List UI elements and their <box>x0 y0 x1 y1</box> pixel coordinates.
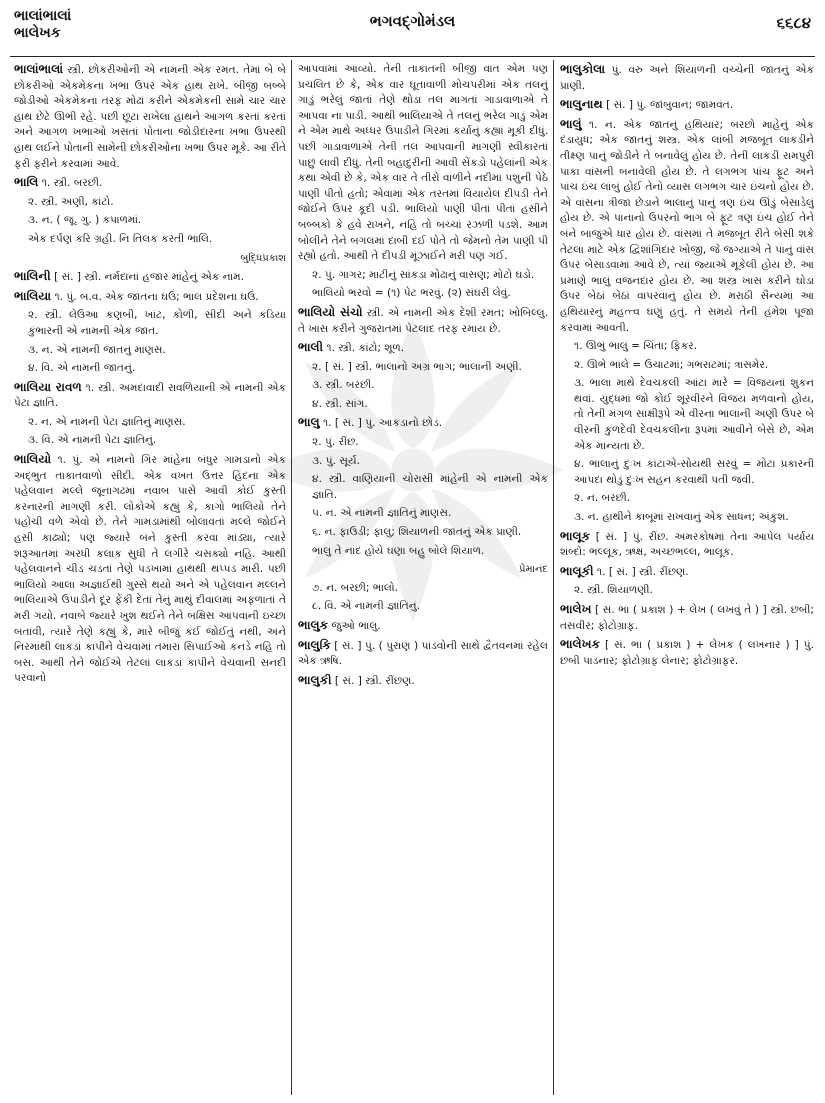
entry-sense <box>298 268 548 284</box>
quote-attribution: પ્રેમાનંદ <box>518 564 548 576</box>
entry-text: ૨. સ્ત્રી. અણી, કાંટો. <box>28 195 114 208</box>
entry-text: ૮. વિ. એ નામની જ્ઞાતિનું. <box>312 600 421 613</box>
entry-headword: ભાલેખક <box>560 637 600 652</box>
entry-text: ૧. સ્ત્રી. કાંટો; શૂળ. <box>323 342 405 355</box>
entry-sense <box>298 378 548 394</box>
entry-sense <box>560 376 814 454</box>
entry-sense <box>560 510 814 526</box>
dictionary-entry <box>298 340 548 357</box>
entry-text: ૨. ઊભે ભાલે = ઉચાટમાં; ગભરાટમાં; ત્રાસમેર. <box>574 358 769 371</box>
entry-text: ૪. સ્ત્રી. સાંગ. <box>312 397 368 410</box>
entry-text: ૨. સ્ત્રી. લેઉઆ કણબી, ખાંટ, કોળી, સીદી અને કડિયા કુંભારની એ નામની એક જાત. <box>28 309 286 337</box>
entry-sense <box>14 433 286 449</box>
entry-text: ૧. ઊભું ભાલું = ચિંતા; ફિકર. <box>574 340 698 353</box>
entry-headword: ભાલિયા <box>14 288 52 303</box>
entry-text: ૧. [ સં. ] સ્ત્રી. રીંછણ. <box>593 565 689 578</box>
entry-text: ૩. ન. એ નામની જાતનું માણસ. <box>28 343 166 356</box>
entry-text: ૧. [ સં. ] પું. આકડાનો છોડ. <box>319 417 443 430</box>
column-2 <box>298 62 548 1095</box>
entry-text: સ્ત્રી. છોકરીઓની એ નામની એક રમત. તેમાં બે બે છોકરીઓ એકમેકના ખભા ઉપર એક હાથ રાખે. બીજી બબ્બે જોડીઓ એકમેકના તરફ મોઢાં કરીને એકમેકની સામે ચાર ચાર હાથ છેટે ઊભી રહે. પછી છૂટા રાખેલા હાથને આગળ કરતાં કરતાં અને આગળ ખભાઓ ખસતાં પોતાના જોડીદારના ખભા ઉપરથી હાથ લઈને પોતાની સામેની છોકરીઓના ખભા ઉપર મૂકે. આ રીતે ફરી ફરીને કરવામાં આવે. <box>14 64 286 170</box>
entry-sense <box>298 397 548 413</box>
dictionary-entry <box>298 618 548 635</box>
entry-text: ૩. વિ. એ નામની પેટા જ્ઞાતિનું. <box>28 434 157 447</box>
dictionary-entry <box>14 289 286 306</box>
entry-sense <box>560 339 814 355</box>
column-divider <box>553 60 554 1095</box>
entry-text: પું. વરુ અને શિયાળની વચ્ચેની જાતનું એક પ્રાણી. <box>560 64 814 92</box>
entry-text: ૧. પું. એ નામનો ગિર માંહેના બંધુર ગામડાનો એક અદ્ભુત તાકાતવાળો સીદી. એક વખત ઉત્તર હિંદના એક પહેલવાન મલ્લે જૂનાગઢમાં નવાબ પાસે આવી કોઈ કુસ્તી કરનારની માગણી કરી. લોકોએ કહ્યું કે, કાગો ભાલિયો તેને પહોંચી વળે એવો છે. તેને ગામડામાંથી બોલાવતાં મલ્લે જોઈને હસી કાઢ્યો; પણ જ્યારે બંને કુસ્તી કરવા માંડ્યા, ત્યારે શરૂઆતમાં અરધી કલાક સુધી તે લગીરે ચસક્યો નહિ. આથી પહેલવાનને ચીડ ચડતાં તેણે પડખામાં હાથથી થપ્પડ મારી. પછી ભાલિયો આલા અજ્ઞાઈથી ગુસ્સે થયો અને એ પહેલવાન મલ્લને ભાલિયાએ ઉપાડીને દૂર ફેંકી દેતાં તેનું માથું દીવાલમાં અફળાતાં તે મરી ગયો. નવાબે જ્યારે ખુશ થઈને તેને બક્ષિસ આપવાની ઇચ્છા બતાવી, ત્યારે તેણે કહ્યું કે, મારે બીજું કંઈ જોઈતું નથી, અને નિરમાંથી લાકડાં કાપીને વેચવામાં તમારા સિપાઈઓ કનડે નહિ તો બસ. આથી તેને જોઈએ તેટલાં લાકડાં કાપીને વેચવાની સનદી પરવાનો <box>14 454 286 685</box>
entry-sense <box>298 435 548 451</box>
entry-text: ૫. ન. એ નામની જ્ઞાતિનું માણસ. <box>312 507 452 520</box>
column-1 <box>14 62 286 1095</box>
entry-headword: ભાલુકી <box>298 672 332 687</box>
entry-text: ૭. ન. બરછી; ભાલો. <box>312 581 398 594</box>
entry-text: [ સં. ] સ્ત્રી. નર્મદાનાં હજાર માંહેનું એક નામ. <box>50 271 245 284</box>
dictionary-entry <box>560 529 814 561</box>
entry-text: ૧. પું. બ.વ. એક જાતના ઘઉં; ભાલ પ્રદેશના ઘઉં. <box>51 290 259 303</box>
entry-headword: ભાલૂક <box>560 528 591 543</box>
entry-sense <box>14 308 286 339</box>
dictionary-entry <box>298 305 548 337</box>
entry-text: જુઓ ભાલુ. <box>328 620 381 632</box>
entry-headword: ભાલી <box>298 340 324 355</box>
dictionary-entry <box>560 564 814 581</box>
entry-headword: ભાલિયો સંચો <box>298 304 363 319</box>
entry-sense <box>298 360 548 376</box>
entry-sense <box>14 232 286 248</box>
entry-text: [ સં. ] પું. ( પુરાણ ) પાંડવોની સાથે દ્વૈતવનમાં રહેલ એક ઋષિ. <box>298 639 548 668</box>
entry-text: ૩. ભાલા માથે દેવચકલી આંટા મારે = વિજયનાં શુકન થવાં. યુદ્ધમાં જો કોઈ શૂરવીરને વિજય મળવાનો હોય, તો તેની મંગળ સાક્ષીરૂપે એ વીરના ભાલાની અણી ઉપર બે વીરની કુળદેવી દેવચકલીના રૂપમાં આવીને બેસે છે, એમ એક માન્યતા છે. <box>574 377 814 452</box>
dictionary-entry <box>14 380 286 412</box>
entry-text: [ સં. ] સ્ત્રી. રીંછણ. <box>331 674 415 687</box>
entry-text: [ સં. ભા ( પ્રકાશ ) + લેખ ( લખવું તે ) ] સ્ત્રી. છબી; તસવીર; ફોટોગ્રાફ. <box>560 604 814 632</box>
entry-text: ૧. સ્ત્રી. અમદાવાદી રાવળિયાની એ નામની એક પેટા જ્ઞાતિ. <box>14 381 286 410</box>
entry-sense <box>560 583 814 599</box>
entry-text: ૩. ન. ( જૂ. ગુ. ) કપાળમાં. <box>28 214 142 227</box>
entry-text: ૧. સ્ત્રી. બરછી. <box>38 177 103 190</box>
dictionary-entry <box>560 97 814 114</box>
entry-text: ૪. ભાલાનું દુઃખ કાંટાએ-સોયથી સરવું = મોટા પ્રકારની આપદા થોડું દુઃખ સહન કરવાથી પતી જવી. <box>574 458 814 486</box>
entry-sense <box>560 358 814 374</box>
entry-headword: ભાલુક <box>298 618 329 632</box>
entry-sense <box>298 544 548 560</box>
entry-sense <box>14 195 286 211</box>
entry-sense <box>560 491 814 507</box>
entry-text: ૩. સ્ત્રી. બરછી. <box>312 379 375 392</box>
entry-headword: ભાલુકિ <box>298 637 331 652</box>
header-first-word: ભાલાંભાલાં <box>14 8 72 24</box>
dictionary-entry <box>560 602 814 634</box>
entry-sense <box>298 599 548 615</box>
entry-headword: ભાલિ <box>14 175 39 190</box>
entry-sense <box>14 415 286 431</box>
dictionary-entry <box>298 638 548 670</box>
entry-text: ૬. ન. ફાઉડી; ફાલુ; શિયાળની જાતનું એક પ્રાણી. <box>312 526 522 539</box>
entry-text: [ સં. ] પું. રીંછ. અમરકોષમાં તેના આપેલ પર્યાય શબ્દો: ભલ્લૂક, ઋક્ષ, અચ્છભલ્લ, ભાલૂક. <box>560 530 814 559</box>
entry-headword: ભાલિયો <box>14 452 52 467</box>
entry-text: ભાલુ તે નાદ હોયે ઘણા બહુ બોલે શિયાળ. <box>312 544 485 557</box>
entry-text: આપવામાં આવ્યો. તેની તાકાતની બીજી વાત એમ પણ પ્રચલિત છે કે, એક વાર ઘૂતાવાળી મોચપરીમાં એક તલનું ગાડું ભરેલું જાતાં તેણે થોડા તલ માગતાં ગાડાવાળાએ તે આપવા ના પાડી. આથી ભાલિયાએ તે તલનું ભરેલ ગાડું એમ ને એમ માથે અધ્ધર ઉપાડીને ગિરમાં કર્યાનું કહ્યાં મૂકી દીધું. પછી ગાડાવાળાએ તેની તલ આપવાની માગણી સ્વીકારતાં પાછું લાવી દીધું. તેની બહાદુરીની આવી સેંકડો પહેલાંની એક કથા એવી છે કે, એક વાર તે તીરો વાળીને નદીમાં પશુની પેઠે પાણી પીતો હતો; એવામાં એક તરતમાં વિયાયેલ દીપડી તેને જોઈને ઉપર કૂદી પડી. ભાલિયો પાણી પીતાં પીતાં હસીને બબ્બકો કે હવે રાખને, નહિ તો બચ્ચાં રઝળી પડશે. આમ બોલીને તેને બગલમાં દાબી દઈ પોતે તો જેમનો તેમ પાણી પી રહ્યો હતો. આથી તે દીપડી મૂંઝાઈને મરી પણ ગઈ. <box>298 63 548 263</box>
entry-sense <box>298 286 548 302</box>
entry-sense <box>14 361 286 377</box>
entry-sense <box>298 506 548 522</box>
entry-text: સ્ત્રી. એ નામની એક દેશી રમત; ખોબિલ્લુ. તે ખાસ કરીને ગુજરાતમાં પેટલાદ તરફ રમાય છે. <box>298 306 548 335</box>
entry-text: ૧. ન. એક જાતનું હથિયાર; બરછો માહેનું એક દંડાયુધ; એક જાતનું શસ્ત્ર. એક લાંબી મજબૂત લાકડીને તીક્ષ્ણ પાનું જોડીને તે બનાવેલું હોય છે. તેની લાકડી રામપુરી પાકા વાંસની બનાવેલી હોય છે. તે લગભગ પાંચ ફૂટ અને પાંચ ઇંચ લાંબું હોઈ તેનો વ્યાસ લગભગ ચાર ઇંચનો હોય છે. એ વાંસના ત્રીજા છેડાને ભાલાનું પાનું ત્રણ ઇંચ ઊંડું બેસાડેલું હોય છે. એ પાનાનો ઉપરનો ભાગ બે ફૂટ ત્રણ ઇંચ હોઈ તેને બંને બાજુએ ધાર હોય છે. વાંસમાં તે મજબૂત રીતે બેસી શકે તેટલા માટે એક દ્વિશાંગિદાર ખોજી, જે જગ્યાએ તે પાનું વાંસ ઉપર બેસાડવામાં આવે છે, ત્યાં જ્યાએ મૂકેલી હોય છે. આ પ્રમાણે ભાલું વજનદાર હોય છે. આ શસ્ત્ર ખાસ કરીને ઘોડા ઉપર બેઠાં બેઠાં વાપરવાનું હોય છે. મરાઠી સૈન્યમાં આ હથિયારનું મહત્ત્વ ઘણું હતું. તે સમયે તેની હંમેશ પૂજા કરવામાં આવતી. <box>560 118 814 334</box>
entry-text: ભાલિયો ભરવો = (૧) પેટ ભરવું. (૨) સંઘરી લેવું. <box>312 287 511 300</box>
entry-text: [ સં. ભા ( પ્રકાશ ) + લેખક ( લખનાર ) ] પું. છબી પાડનાર; ફોટોગ્રાફ લેનાર; ફોટોગ્રાફર. <box>560 639 814 667</box>
quote-attribution: બુદ્ધિપ્રકાશ <box>240 252 286 264</box>
header-rule <box>10 56 815 57</box>
entry-sense <box>298 581 548 597</box>
entry-headword: ભાલિની <box>14 269 51 284</box>
dictionary-entry <box>560 62 814 94</box>
entry-headword: ભાલુ <box>298 415 320 430</box>
header-last-word: ભાલેખક <box>14 25 61 41</box>
dictionary-entry <box>298 415 548 432</box>
entry-headword: ભાલુકોલા <box>560 62 606 76</box>
entry-sense <box>298 62 548 265</box>
entry-text: ૨. સ્ત્રી. શિયાળણી. <box>574 584 653 597</box>
entry-headword: ભાલિયા રાવળ <box>14 379 82 394</box>
page-header <box>0 0 825 58</box>
entry-text: ૨. પું. રીંછ. <box>312 436 359 449</box>
dictionary-entry <box>14 269 286 286</box>
entry-headword: ભાલેખ <box>560 602 592 616</box>
entry-sense <box>14 343 286 359</box>
entry-text: [ સં. ] પું. જાંબુવાન; જામવંત. <box>602 99 734 112</box>
dictionary-entry <box>560 637 814 669</box>
entry-text: ૨. ન. બરછી. <box>574 492 631 505</box>
dictionary-entry <box>14 452 286 687</box>
entry-headword: ભાલૂકી <box>560 563 594 578</box>
dictionary-entry <box>298 673 548 690</box>
entry-sense <box>560 457 814 488</box>
entry-text: ૪. વિ. એ નામની જાતનું. <box>28 362 136 375</box>
entry-sense <box>298 472 548 503</box>
entry-text: ૪. સ્ત્રી. વાણિયાની ચોરાસી માંહેની એ નામની એક જ્ઞાતિ. <box>312 473 548 501</box>
column-3 <box>560 62 814 1095</box>
dictionary-entry <box>14 175 286 192</box>
dictionary-entry <box>560 117 814 336</box>
entry-text: ૨. ન. એ નામની પેટા જ્ઞાતિનું માણસ. <box>28 415 186 428</box>
entry-text: ૩. પું. સૂર્ય. <box>312 454 361 467</box>
entry-sense <box>14 213 286 229</box>
entry-text: એક દર્પણ કરિ ગ્રહી. નિ તિલક કરતી ભાલિ. <box>28 232 213 245</box>
entry-sense <box>298 525 548 541</box>
page-number: ૬૬૮૪ <box>776 14 811 32</box>
dictionary-entry <box>14 62 286 172</box>
entry-text: ૨. પું. ગાગર; માટીનું સાંકડા મોઢાનું વાસણ; મોટો ઘડો. <box>312 268 535 281</box>
entry-headword: ભાલું <box>560 116 582 131</box>
entry-text: ૨. [ સં. ] સ્ત્રી. ભાલાનો અગ્ર ભાગ; ભાલાની અણી. <box>312 360 522 373</box>
entry-headword: ભાલુનાથ <box>560 97 603 112</box>
entry-headword: ભાલાંભાલાં <box>14 62 64 76</box>
column-divider <box>291 60 292 1095</box>
entry-sense <box>298 454 548 470</box>
header-title: ભગવદ્ગોમંડલ <box>369 12 456 30</box>
entry-text: ૩. ન. હાથીને કાબૂમાં રાખવાનું એક સાધન; અંકુશ. <box>574 511 789 524</box>
